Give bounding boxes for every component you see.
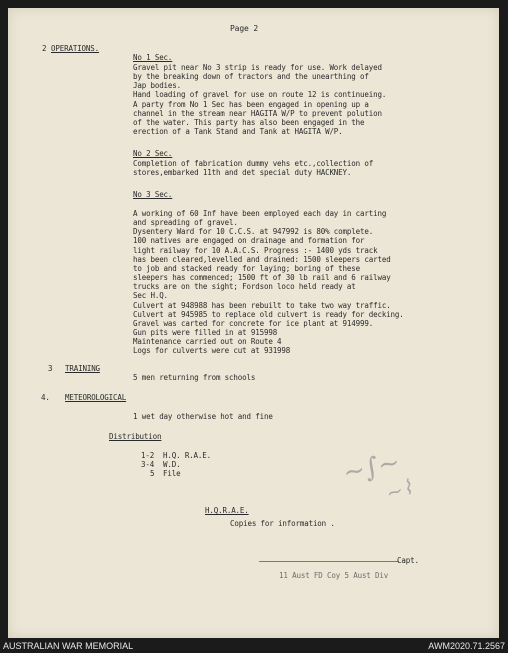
sec1-line: erection of a Tank Stand and Tank at HAGITA W/P. [133,127,343,136]
section-heading-training: TRAINING [65,364,100,373]
section-number-training: 3 [48,364,53,373]
sec1-heading: No 1 Sec. [133,53,173,62]
section-number-operations: 2 [42,44,47,53]
sec3-line: Dysentery Ward for 10 C.C.S. at 947992 is 80% complete. [133,227,374,236]
distribution-number: 1-2 [141,451,155,460]
meteorological-text: 1 wet day otherwise hot and fine [133,412,273,421]
sec2-line: stores,embarked 11th and det special duty HACKNEY. [133,168,352,177]
sec3-line: Logs for culverts were cut at 931998 [133,346,291,355]
sec3-heading: No 3 Sec. [133,190,173,199]
sec3-line: has been cleared,levelled and drained: 1500 sleepers carted [133,255,391,264]
distribution-destination: W.D. [163,460,181,469]
footer-accession-number: AWM2020.71.2567 [428,641,505,651]
page-title: Page 2 [230,24,258,33]
sec3-line: trucks are on the sight; Fordson loco held ready at [133,282,356,291]
sec1-line: Jap bodies. [133,81,182,90]
sec3-line: Maintenance carried out on Route 4 [133,337,282,346]
handwritten-annotation: ~∫~ [340,447,403,489]
sec2-line: Completion of fabrication dummy vehs etc.,collection of [133,159,374,168]
section-heading-operations: OPERATIONS. [51,44,100,53]
sec2-heading: No 2 Sec. [133,149,173,158]
sec3-line: Gravel was carted for concrete for ice plant at 914999. [133,319,374,328]
document-page [8,8,499,638]
copies-text: Copies for information . [230,519,335,528]
training-text: 5 men returning from schools [133,373,256,382]
sec3-line: A working of 60 Inf have been employed each day in carting [133,209,387,218]
sec1-line: channel in the stream near HAGITA W/P to prevent polution [133,109,382,118]
signature-rank: Capt. [397,556,419,565]
archive-footer [0,640,508,653]
distribution-heading: Distribution [109,432,162,441]
distribution-destination: H.Q. R.A.E. [163,451,212,460]
footer-institution: AUSTRALIAN WAR MEMORIAL [3,641,134,651]
handwritten-annotation: ~⌇ [382,474,416,506]
sec3-line: sleepers has commenced; 1500 ft of 30 lb rail and 6 railway [133,273,391,282]
sec1-line: by the breaking down of tractors and the unearthing of [133,72,369,81]
sec3-line: Culvert at 948988 has been rebuilt to take two way traffic. [133,301,391,310]
sec1-line: Hand loading of gravel for use on route 12 is continueing. [133,90,387,99]
distribution-destination: File [163,469,181,478]
sec1-line: Gravel pit near No 3 strip is ready for use. Work delayed [133,63,382,72]
sec3-line: Culvert at 945985 to replace old culvert is ready for decking. [133,310,404,319]
copies-to: H.Q.R.A.E. [205,506,249,515]
distribution-number: 3-4 [141,460,155,469]
distribution-number: 5 [150,469,155,478]
sec3-line: light railway for 10 A.A.C.S. Progress :- 1400 yds track [133,246,378,255]
sec3-line: and spreading of gravel. [133,218,238,227]
sec3-line: Gun pits were filled in at 915998 [133,328,278,337]
signature-unit: 11 Aust FD Coy 5 Aust Div [279,571,389,580]
sec3-line: to job and stacked ready for laying; boring of these [133,264,361,273]
section-number-meteorological: 4. [41,393,50,402]
sec1-line: of the water. This party has also been engaged in the [133,118,365,127]
sec3-line: 100 natives are engaged on drainage and formation for [133,236,365,245]
sec1-line: A party from No 1 Sec has been engaged in opening up a [133,100,369,109]
signature-line [259,561,399,562]
sec3-line: Sec H.Q. [133,291,168,300]
section-heading-meteorological: METEOROLOGICAL [65,393,127,402]
